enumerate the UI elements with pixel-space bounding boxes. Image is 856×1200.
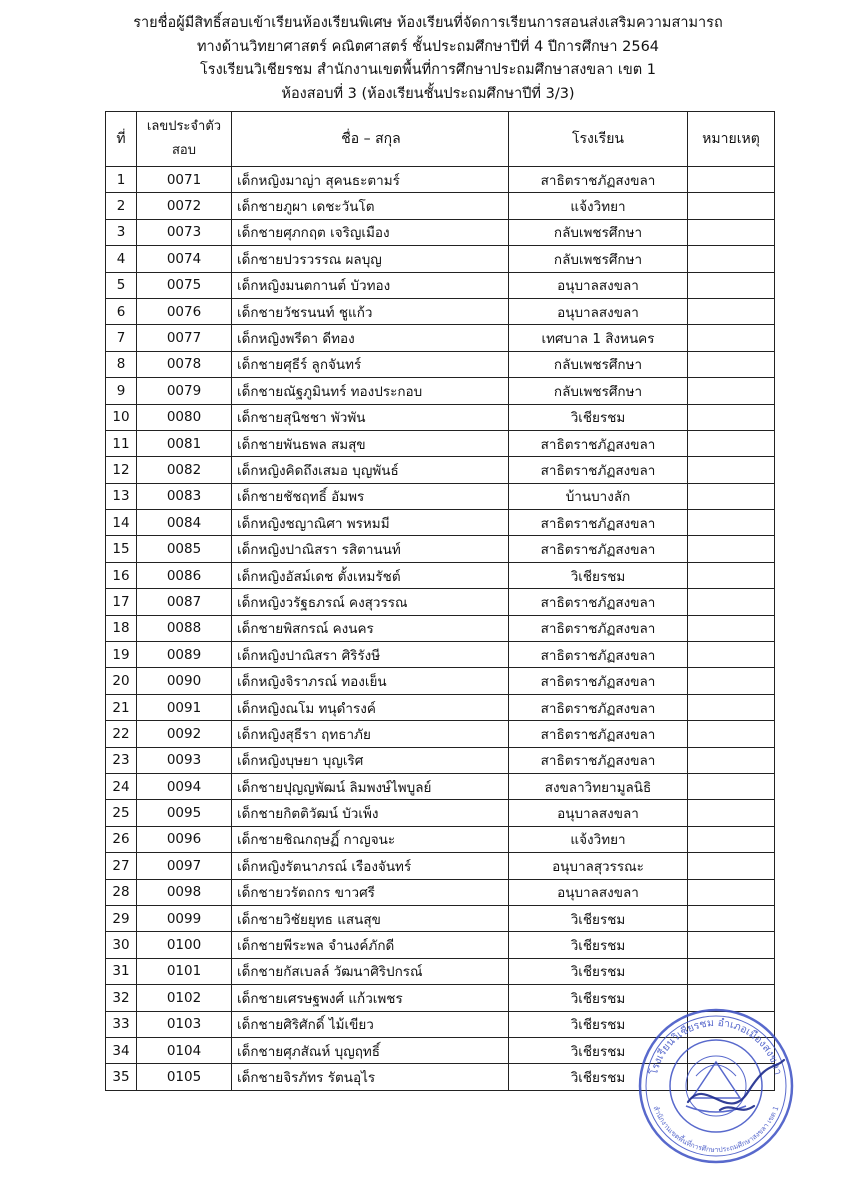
cell-name: เด็กหญิงวรัฐธภรณ์ คงสุวรรณ xyxy=(232,589,509,615)
cell-exam-id: 0088 xyxy=(137,615,232,641)
header-line-4: ห้องสอบที่ 3 (ห้องเรียนชั้นประถมศึกษาปีที่ 3/3) xyxy=(281,85,575,102)
cell-name: เด็กชายณัฐภูมินทร์ ทองประกอบ xyxy=(232,378,509,404)
cell-school: สาธิตราชภัฏสงขลา xyxy=(509,642,688,668)
cell-exam-id: 0096 xyxy=(137,826,232,852)
signature-stroke xyxy=(688,1060,784,1110)
cell-name: เด็กชายศุภกฤต เจริญเมือง xyxy=(232,219,509,245)
cell-no: 1 xyxy=(106,167,137,193)
cell-no: 30 xyxy=(106,932,137,958)
cell-school: วิเชียรชม xyxy=(509,404,688,430)
cell-name: เด็กชายวิชัยยุทธ แสนสุข xyxy=(232,905,509,931)
cell-school: อนุบาลสงขลา xyxy=(509,272,688,298)
table-row xyxy=(106,219,775,245)
cell-name: เด็กชายปวรวรรณ ผลบุญ xyxy=(232,246,509,272)
cell-exam-id: 0073 xyxy=(137,219,232,245)
cell-note xyxy=(688,932,775,958)
table-row xyxy=(106,589,775,615)
cell-no: 20 xyxy=(106,668,137,694)
cell-exam-id: 0104 xyxy=(137,1037,232,1063)
cell-school: บ้านบางลัก xyxy=(509,483,688,509)
cell-exam-id: 0071 xyxy=(137,167,232,193)
cell-school: วิเชียรชม xyxy=(509,985,688,1011)
cell-note xyxy=(688,351,775,377)
cell-note xyxy=(688,694,775,720)
cell-school: สาธิตราชภัฏสงขลา xyxy=(509,589,688,615)
cell-no: 16 xyxy=(106,562,137,588)
table-row xyxy=(106,668,775,694)
cell-no: 25 xyxy=(106,800,137,826)
cell-note xyxy=(688,642,775,668)
cell-note xyxy=(688,510,775,536)
cell-exam-id: 0095 xyxy=(137,800,232,826)
table-row xyxy=(106,800,775,826)
cell-note xyxy=(688,747,775,773)
cell-school: กลับเพชรศึกษา xyxy=(509,219,688,245)
cell-school: สาธิตราชภัฏสงขลา xyxy=(509,430,688,456)
cell-school: อนุบาลสงขลา xyxy=(509,800,688,826)
cell-exam-id: 0087 xyxy=(137,589,232,615)
header-line-2: ทางด้านวิทยาศาสตร์ คณิตศาสตร์ ชั้นประถมศึกษาปีที่ 4 ปีการศึกษา 2564 xyxy=(196,38,660,55)
cell-name: เด็กหญิงณโม ทนุดำรงค์ xyxy=(232,694,509,720)
cell-no: 34 xyxy=(106,1037,137,1063)
cell-note xyxy=(688,826,775,852)
cell-name: เด็กหญิงพรีดา ดีทอง xyxy=(232,325,509,351)
cell-note xyxy=(688,404,775,430)
cell-exam-id: 0099 xyxy=(137,905,232,931)
cell-note xyxy=(688,298,775,324)
cell-name: เด็กชายพิสกรณ์ คงนคร xyxy=(232,615,509,641)
cell-school: อนุบาลสุวรรณะ xyxy=(509,853,688,879)
cell-no: 17 xyxy=(106,589,137,615)
header-name: ชื่อ – สกุล xyxy=(232,112,509,167)
cell-school: วิเชียรชม xyxy=(509,1011,688,1037)
header-no: ที่ xyxy=(106,112,137,167)
cell-note xyxy=(688,272,775,298)
table-row xyxy=(106,826,775,852)
cell-exam-id: 0093 xyxy=(137,747,232,773)
cell-name: เด็กหญิงคิดถึงเสมอ บุญพันธ์ xyxy=(232,457,509,483)
cell-exam-id: 0089 xyxy=(137,642,232,668)
cell-note xyxy=(688,800,775,826)
document-header xyxy=(0,12,856,106)
cell-exam-id: 0092 xyxy=(137,721,232,747)
cell-school: กลับเพชรศึกษา xyxy=(509,378,688,404)
cell-name: เด็กชายศุธีร์ ลูกจันทร์ xyxy=(232,351,509,377)
seal-text-top: โรงเรียนวิเชียรชม อำเภอเมืองสงขลา xyxy=(648,1016,784,1077)
cell-note xyxy=(688,615,775,641)
cell-note xyxy=(688,246,775,272)
table-row xyxy=(106,721,775,747)
cell-name: เด็กชายศิริศักดิ์ ไม้เขียว xyxy=(232,1011,509,1037)
cell-no: 35 xyxy=(106,1064,137,1090)
header-line-1: รายชื่อผู้มีสิทธิ์สอบเข้าเรียนห้องเรียนพิเศษ ห้องเรียนที่จัดการเรียนการสอนส่งเสริมความสามารถ xyxy=(133,15,723,31)
cell-exam-id: 0079 xyxy=(137,378,232,404)
table-row xyxy=(106,167,775,193)
cell-school: วิเชียรชม xyxy=(509,1037,688,1063)
table-row xyxy=(106,351,775,377)
school-seal-stamp xyxy=(636,1006,796,1166)
table-row xyxy=(106,642,775,668)
cell-school: สาธิตราชภัฏสงขลา xyxy=(509,668,688,694)
cell-name: เด็กหญิงชญาณิศา พรหมมี xyxy=(232,510,509,536)
cell-no: 29 xyxy=(106,905,137,931)
cell-name: เด็กหญิงปาณิสรา ศิริรังษี xyxy=(232,642,509,668)
cell-name: เด็กหญิงรัตนาภรณ์ เรืองจันทร์ xyxy=(232,853,509,879)
cell-exam-id: 0075 xyxy=(137,272,232,298)
table-row xyxy=(106,404,775,430)
table-row xyxy=(106,853,775,879)
cell-name: เด็กชายศุภสัณห์ บุญฤทธิ์ xyxy=(232,1037,509,1063)
table-row xyxy=(106,773,775,799)
cell-name: เด็กชายชัชฤทธิ์ อัมพร xyxy=(232,483,509,509)
cell-note xyxy=(688,958,775,984)
cell-no: 19 xyxy=(106,642,137,668)
table-row xyxy=(106,325,775,351)
cell-no: 33 xyxy=(106,1011,137,1037)
cell-no: 6 xyxy=(106,298,137,324)
cell-no: 8 xyxy=(106,351,137,377)
cell-note xyxy=(688,457,775,483)
cell-note xyxy=(688,219,775,245)
cell-no: 21 xyxy=(106,694,137,720)
cell-no: 24 xyxy=(106,773,137,799)
cell-school: สาธิตราชภัฏสงขลา xyxy=(509,747,688,773)
cell-school: สาธิตราชภัฏสงขลา xyxy=(509,457,688,483)
table-row xyxy=(106,483,775,509)
cell-exam-id: 0090 xyxy=(137,668,232,694)
cell-exam-id: 0083 xyxy=(137,483,232,509)
cell-no: 5 xyxy=(106,272,137,298)
cell-exam-id: 0072 xyxy=(137,193,232,219)
table-body xyxy=(106,167,775,1091)
cell-name: เด็กหญิงปาณิสรา รสิตานนท์ xyxy=(232,536,509,562)
cell-note xyxy=(688,562,775,588)
table-row xyxy=(106,536,775,562)
cell-school: สาธิตราชภัฏสงขลา xyxy=(509,510,688,536)
cell-exam-id: 0101 xyxy=(137,958,232,984)
cell-no: 11 xyxy=(106,430,137,456)
cell-school: สาธิตราชภัฏสงขลา xyxy=(509,536,688,562)
cell-school: สาธิตราชภัฏสงขลา xyxy=(509,721,688,747)
cell-school: สาธิตราชภัฏสงขลา xyxy=(509,694,688,720)
cell-no: 32 xyxy=(106,985,137,1011)
cell-no: 15 xyxy=(106,536,137,562)
cell-note xyxy=(688,905,775,931)
table-row xyxy=(106,694,775,720)
table-row xyxy=(106,747,775,773)
cell-school: แจ้งวิทยา xyxy=(509,826,688,852)
cell-no: 26 xyxy=(106,826,137,852)
cell-no: 9 xyxy=(106,378,137,404)
cell-exam-id: 0098 xyxy=(137,879,232,905)
cell-no: 7 xyxy=(106,325,137,351)
cell-name: เด็กหญิงมนตกานต์ บัวทอง xyxy=(232,272,509,298)
table-row xyxy=(106,298,775,324)
cell-school: กลับเพชรศึกษา xyxy=(509,351,688,377)
cell-school: อนุบาลสงขลา xyxy=(509,879,688,905)
table-row xyxy=(106,510,775,536)
table-row xyxy=(106,879,775,905)
cell-exam-id: 0094 xyxy=(137,773,232,799)
cell-no: 12 xyxy=(106,457,137,483)
cell-exam-id: 0085 xyxy=(137,536,232,562)
table-row xyxy=(106,246,775,272)
cell-school: สงขลาวิทยามูลนิธิ xyxy=(509,773,688,799)
cell-no: 31 xyxy=(106,958,137,984)
table-header-row xyxy=(106,112,775,167)
cell-note xyxy=(688,721,775,747)
cell-name: เด็กหญิงมาญ่า สุคนธะตามร์ xyxy=(232,167,509,193)
header-note: หมายเหตุ xyxy=(688,112,775,167)
candidate-table xyxy=(105,111,775,1091)
cell-school: แจ้งวิทยา xyxy=(509,193,688,219)
table-row xyxy=(106,378,775,404)
cell-name: เด็กหญิงอัสม์เดช ตั้งเหมรัชต์ xyxy=(232,562,509,588)
table-row xyxy=(106,932,775,958)
cell-school: วิเชียรชม xyxy=(509,932,688,958)
cell-name: เด็กชายพีระพล จำนงค์ภักดี xyxy=(232,932,509,958)
cell-no: 23 xyxy=(106,747,137,773)
cell-name: เด็กชายจิรภัทร รัตนอุไร xyxy=(232,1064,509,1090)
table-row xyxy=(106,430,775,456)
cell-school: กลับเพชรศึกษา xyxy=(509,246,688,272)
cell-no: 13 xyxy=(106,483,137,509)
cell-no: 2 xyxy=(106,193,137,219)
table-row xyxy=(106,562,775,588)
cell-school: วิเชียรชม xyxy=(509,958,688,984)
cell-exam-id: 0105 xyxy=(137,1064,232,1090)
cell-no: 28 xyxy=(106,879,137,905)
cell-name: เด็กหญิงสุธีรา ฤทธาภัย xyxy=(232,721,509,747)
cell-exam-id: 0097 xyxy=(137,853,232,879)
cell-name: เด็กหญิงบุษยา บุญเริศ xyxy=(232,747,509,773)
cell-exam-id: 0078 xyxy=(137,351,232,377)
cell-no: 22 xyxy=(106,721,137,747)
cell-note xyxy=(688,536,775,562)
cell-exam-id: 0100 xyxy=(137,932,232,958)
cell-school: สาธิตราชภัฏสงขลา xyxy=(509,615,688,641)
cell-school: เทศบาล 1 สิงหนคร xyxy=(509,325,688,351)
table-row xyxy=(106,457,775,483)
cell-name: เด็กชายพันธพล สมสุข xyxy=(232,430,509,456)
cell-school: วิเชียรชม xyxy=(509,905,688,931)
cell-name: เด็กชายชิณกฤษฏิ์ กาญจนะ xyxy=(232,826,509,852)
cell-exam-id: 0074 xyxy=(137,246,232,272)
cell-note xyxy=(688,668,775,694)
cell-no: 27 xyxy=(106,853,137,879)
cell-exam-id: 0103 xyxy=(137,1011,232,1037)
cell-exam-id: 0082 xyxy=(137,457,232,483)
cell-exam-id: 0091 xyxy=(137,694,232,720)
table-row xyxy=(106,272,775,298)
cell-school: อนุบาลสงขลา xyxy=(509,298,688,324)
cell-school: วิเชียรชม xyxy=(509,562,688,588)
cell-name: เด็กชายปุญญพัฒน์ ลิมพงษ์ไพบูลย์ xyxy=(232,773,509,799)
cell-no: 10 xyxy=(106,404,137,430)
cell-name: เด็กชายภูผา เดชะวันโต xyxy=(232,193,509,219)
table-row xyxy=(106,615,775,641)
cell-name: เด็กชายวัชรนนท์ ชูแก้ว xyxy=(232,298,509,324)
cell-name: เด็กชายกิตติวัฒน์ บัวเพ็ง xyxy=(232,800,509,826)
cell-exam-id: 0077 xyxy=(137,325,232,351)
cell-note xyxy=(688,483,775,509)
header-line-3: โรงเรียนวิเชียรชม สำนักงานเขตพื้นที่การศึกษาประถมศึกษาสงขลา เขต 1 xyxy=(200,62,656,78)
cell-exam-id: 0080 xyxy=(137,404,232,430)
cell-name: เด็กหญิงจิราภรณ์ ทองเย็น xyxy=(232,668,509,694)
cell-no: 3 xyxy=(106,219,137,245)
cell-note xyxy=(688,879,775,905)
header-exam-id-line1: เลขประจำตัว xyxy=(146,119,222,134)
cell-note xyxy=(688,378,775,404)
cell-exam-id: 0086 xyxy=(137,562,232,588)
cell-note xyxy=(688,167,775,193)
cell-name: เด็กชายกัสเบลล์ วัฒนาศิริปกรณ์ xyxy=(232,958,509,984)
header-exam-id-line2: สอบ xyxy=(172,143,196,158)
cell-no: 4 xyxy=(106,246,137,272)
cell-name: เด็กชายสุนิชชา พัวพัน xyxy=(232,404,509,430)
cell-note xyxy=(688,589,775,615)
cell-note xyxy=(688,430,775,456)
cell-name: เด็กชายเศรษฐพงศ์ แก้วเพชร xyxy=(232,985,509,1011)
cell-exam-id: 0081 xyxy=(137,430,232,456)
cell-no: 18 xyxy=(106,615,137,641)
table-row xyxy=(106,905,775,931)
table-row xyxy=(106,958,775,984)
cell-school: วิเชียรชม xyxy=(509,1064,688,1090)
cell-note xyxy=(688,853,775,879)
cell-note xyxy=(688,773,775,799)
cell-no: 14 xyxy=(106,510,137,536)
table-row xyxy=(106,193,775,219)
header-school: โรงเรียน xyxy=(509,112,688,167)
cell-note xyxy=(688,325,775,351)
cell-exam-id: 0102 xyxy=(137,985,232,1011)
cell-school: สาธิตราชภัฏสงขลา xyxy=(509,167,688,193)
cell-exam-id: 0076 xyxy=(137,298,232,324)
seal-text-bottom: สำนักงานเขตพื้นที่การศึกษาประถมศึกษาสงขลา เขต 1 xyxy=(651,1104,781,1155)
header-exam-id xyxy=(137,112,232,167)
cell-note xyxy=(688,193,775,219)
cell-name: เด็กชายวรัตถกร ขาวศรี xyxy=(232,879,509,905)
cell-exam-id: 0084 xyxy=(137,510,232,536)
